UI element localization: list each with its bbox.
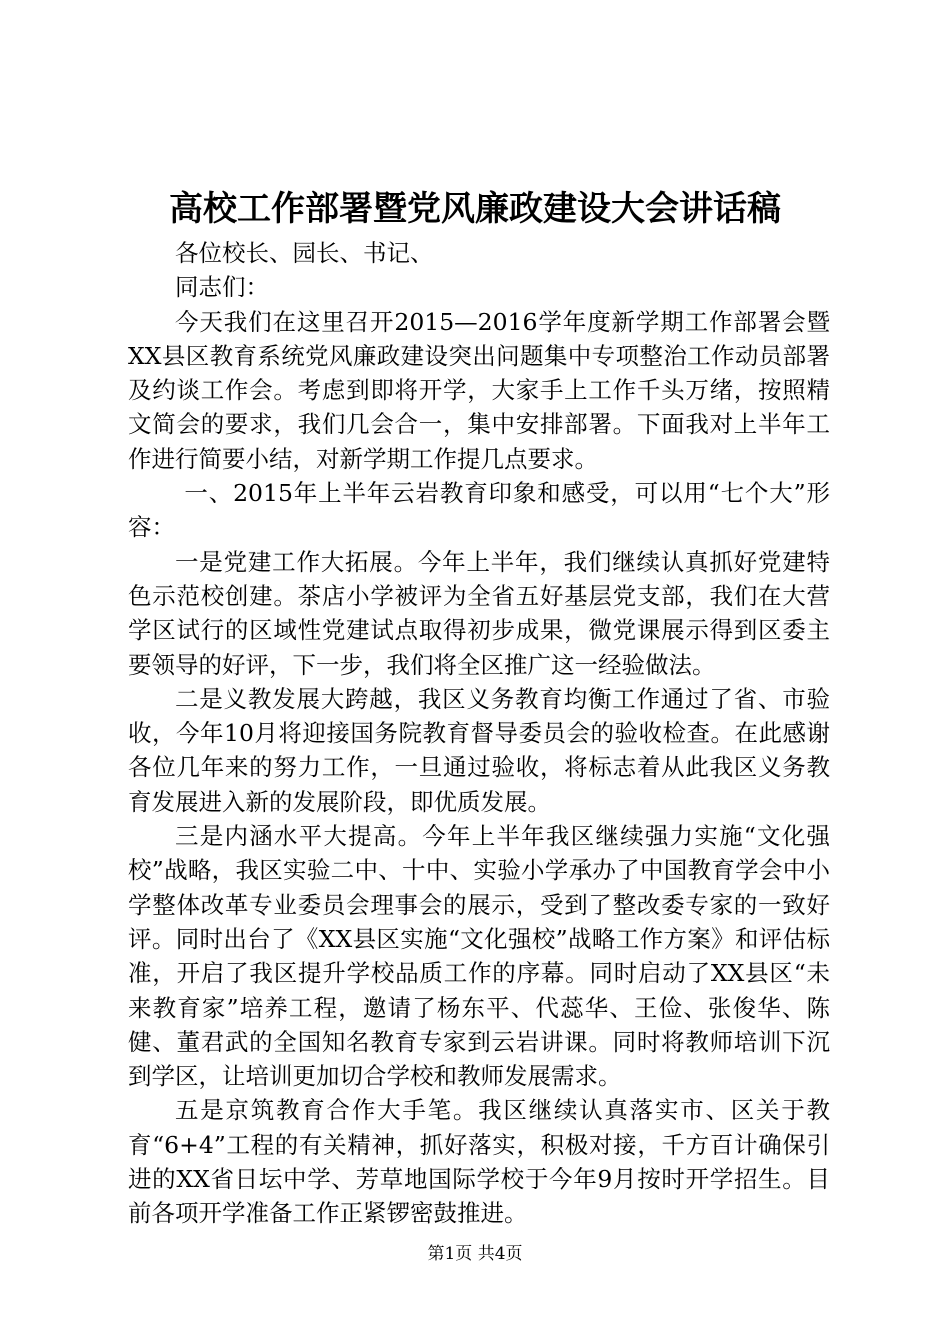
salutation-line-2: 同志们：: [175, 273, 269, 302]
paragraph-connotation-level: 三是内涵水平大提高。今年上半年我区继续强力实施“文化强校”战略，我区实验二中、十中、实验小学承办了中国教育学会中小学整体改革专业委员会理事会的展示，受到了整改委专家的一致好评。同时出台了《XX县区实施“文化强校”战略工作方案》和评估标准，开启了我区提升学校品质工作的序幕。同时启动了XX县区“未来教育家”培养工程，邀请了杨东平、代蕊华、王俭、张俊华、陈健、董君武的全国知名教育专家到云岩讲课。同时将教师培训下沉到学区，让培训更加切合学校和教师发展需求。: [128, 822, 830, 1091]
paragraph-compulsory-education: 二是义教发展大跨越，我区义务教育均衡工作通过了省、市验收，今年10月将迎接国务院教育督导委员会的验收检查。在此感谢各位几年来的努力工作，一旦通过验收，将标志着从此我区义务教育发展进入新的发展阶段，即优质发展。: [128, 684, 830, 816]
salutation-line-1: 各位校长、园长、书记、: [175, 239, 434, 267]
document-title: 高校工作部署暨党风廉政建设大会讲话稿: [169, 189, 781, 229]
paragraph-cooperation: 五是京筑教育合作大手笔。我区继续认真落实市、区关于教育“6+4”工程的有关精神，抓好落实，积极对接，千方百计确保引进的XX省日坛中学、芳草地国际学校于今年9月按时开学招生。目前各项开学准备工作正紧锣密鼓推进。: [128, 1096, 830, 1228]
paragraph-section-heading: 一、2015年上半年云岩教育印象和感受，可以用“七个大”形容：: [128, 479, 830, 542]
page-footer: 第1页 共4页: [427, 1244, 523, 1264]
paragraph-party-building: 一是党建工作大拓展。今年上半年，我们继续认真抓好党建特色示范校创建。茶店小学被评为全省五好基层党支部，我们在大营学区试行的区域性党建试点取得初步成果，微党课展示得到区委主要领导的好评，下一步，我们将全区推广这一经验做法。: [128, 547, 830, 679]
paragraph-intro: 今天我们在这里召开2015—2016学年度新学期工作部署会暨XX县区教育系统党风廉政建设突出问题集中专项整治工作动员部署及约谈工作会。考虑到即将开学，大家手上工作千头万绪，按照精文简会的要求，我们几会合一，集中安排部署。下面我对上半年工作进行简要小结，对新学期工作提几点要求。: [128, 307, 830, 473]
document-body: [128, 236, 830, 1231]
